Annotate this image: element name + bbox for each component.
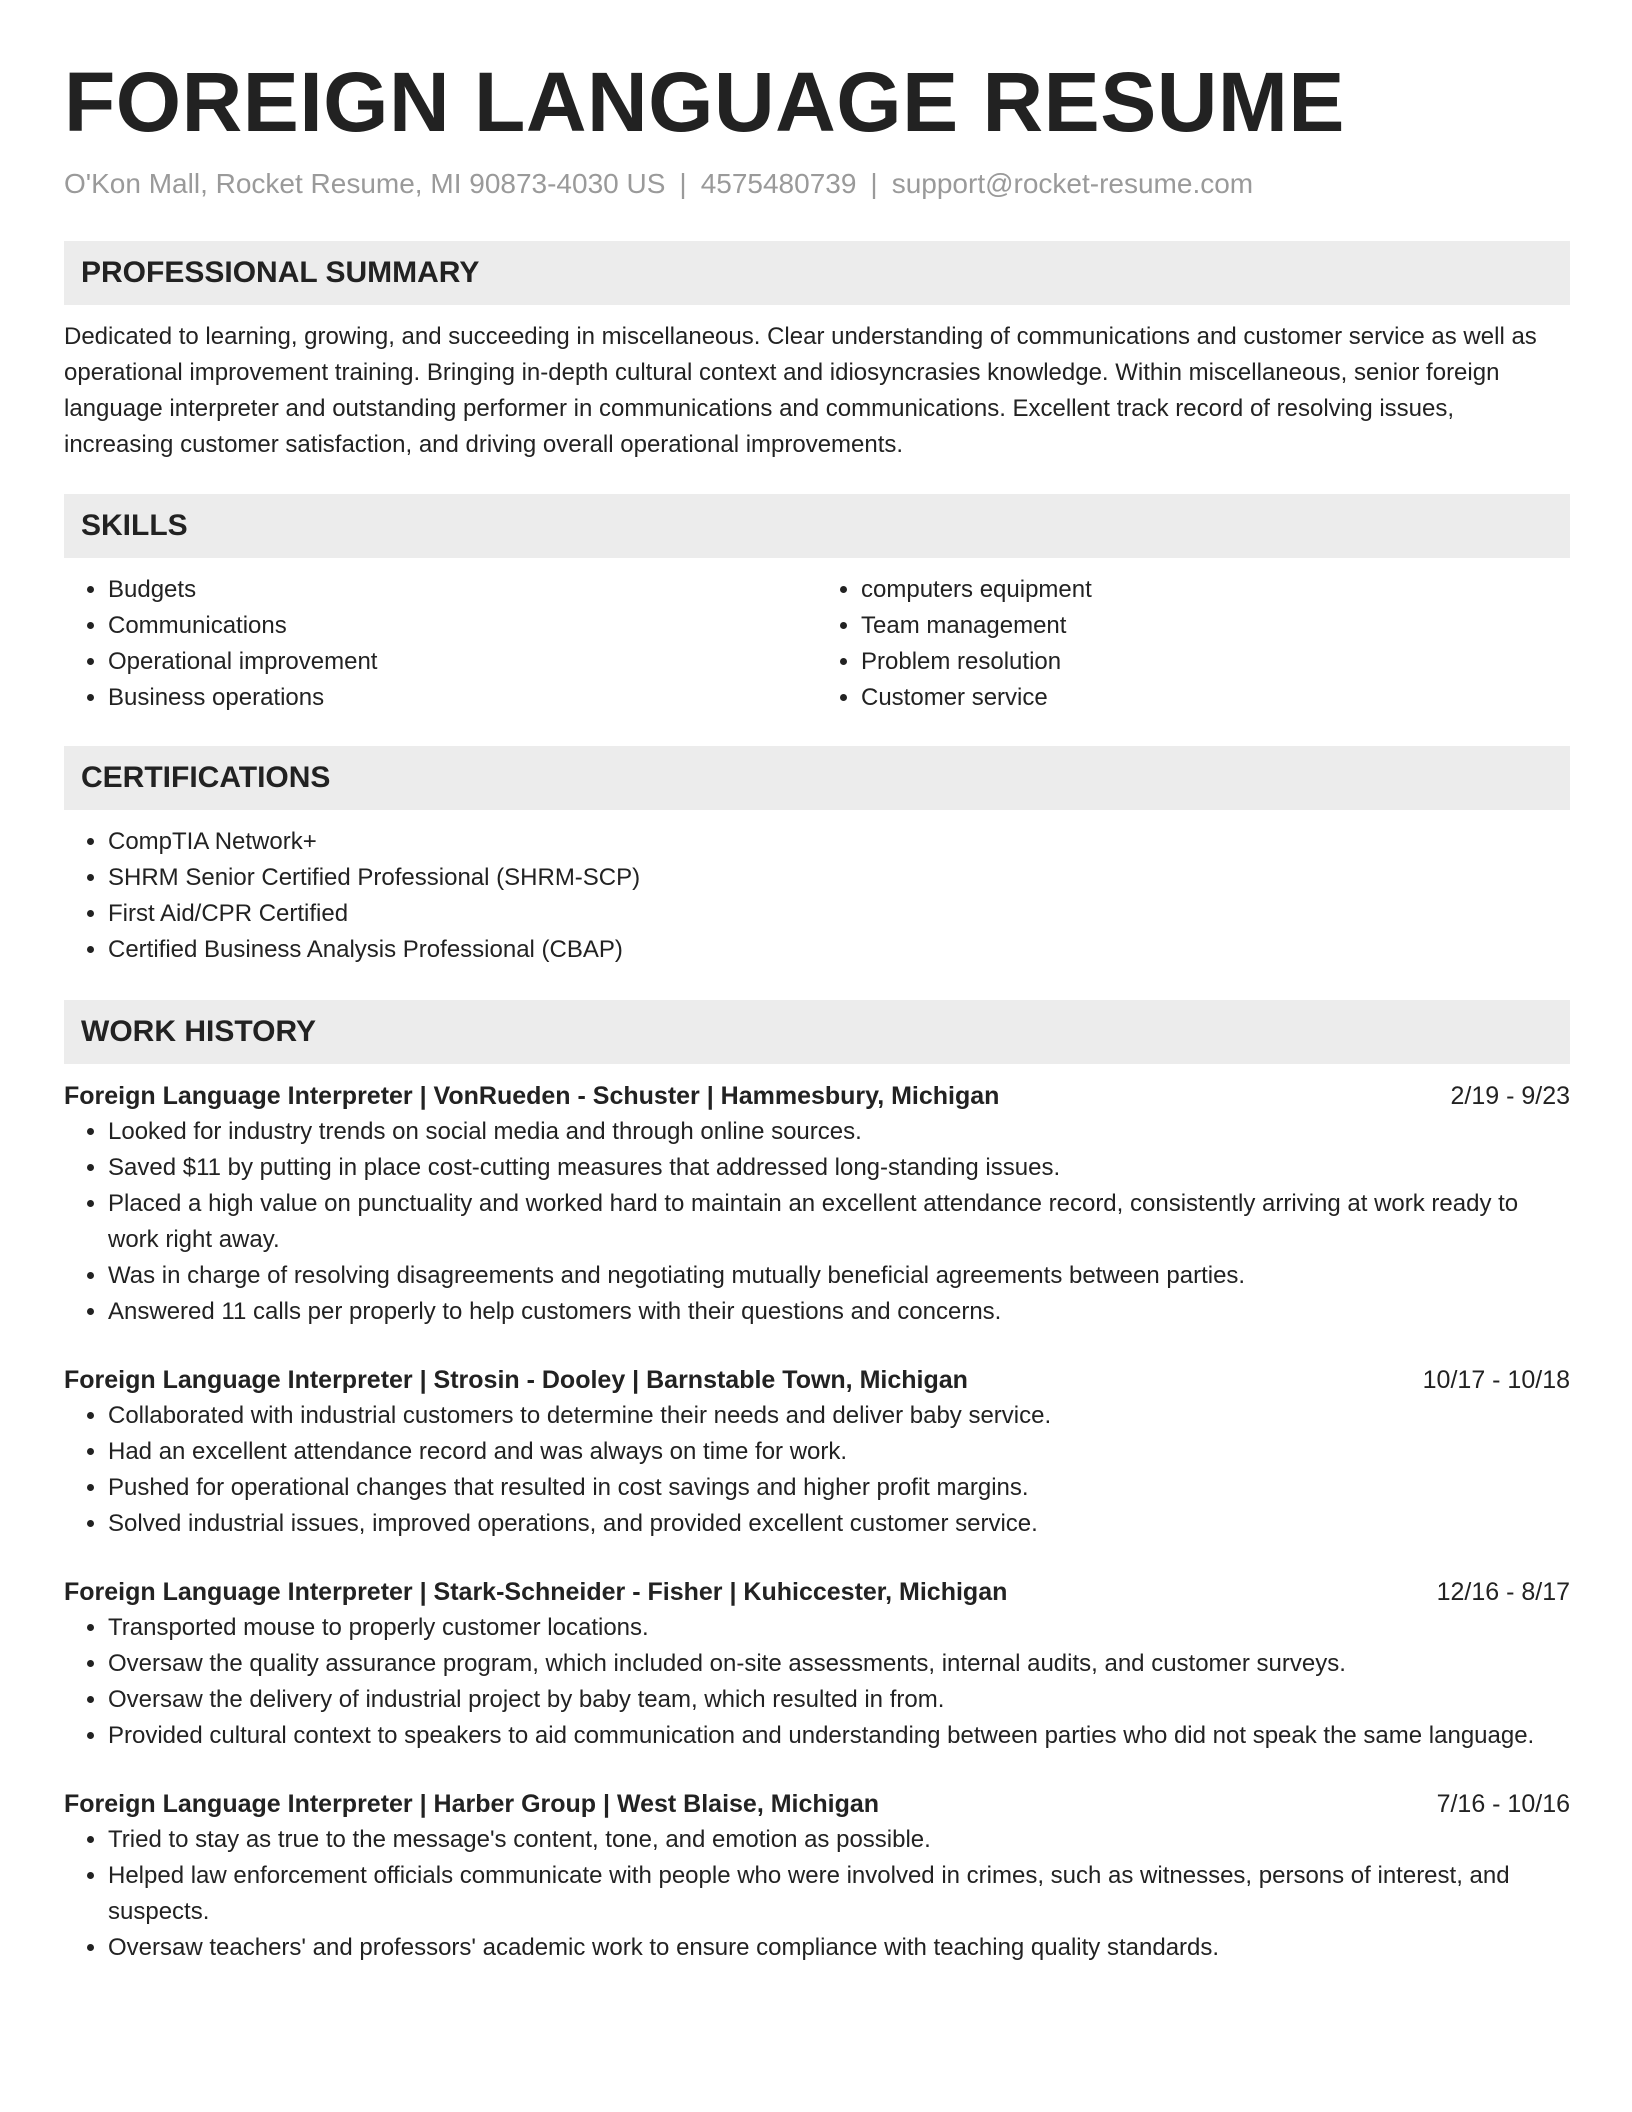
job-title: Foreign Language Interpreter | Harber Group | West Blaise, Michigan	[64, 1790, 880, 1819]
job-bullet: • Solved industrial issues, improved operations, and provided excellent customer service.	[108, 1506, 1570, 1542]
job-bullet: • Had an excellent attendance record and was always on time for work.	[108, 1434, 1570, 1470]
resume-title: FOREIGN LANGUAGE RESUME	[64, 55, 1345, 149]
job-bullet: • Transported mouse to properly customer locations.	[108, 1610, 1570, 1646]
job-title: Foreign Language Interpreter | Strosin - Dooley | Barnstable Town, Michigan	[64, 1366, 968, 1395]
job-bullet: • Oversaw the quality assurance program, which included on-site assessments, internal audits, and customer surveys.	[108, 1646, 1570, 1682]
skill-item: • Customer service	[861, 680, 1570, 716]
job-bullet: • Helped law enforcement officials communicate with people who were involved in crimes, such as witnesses, persons of interest, and suspects.	[108, 1858, 1570, 1930]
job-bullets	[64, 1610, 1570, 1754]
summary-text: Dedicated to learning, growing, and succeeding in miscellaneous. Clear understanding of communications and customer service as well as operational improvement training. Bringing in-depth cultural context and idiosyncrasies knowledge. Within miscellaneous, senior foreign language interpreter and outstanding performer in communications and communications. Excellent track record of resolving issues, increasing customer satisfaction, and driving overall operational improvements.	[64, 323, 1537, 459]
contact-separator: |	[870, 168, 878, 200]
certification-item: • First Aid/CPR Certified	[108, 896, 1570, 932]
skill-item: • Problem resolution	[861, 644, 1570, 680]
certification-item: • Certified Business Analysis Professional (CBAP)	[108, 932, 1570, 968]
skills-list-left	[64, 572, 817, 716]
job-bullet: • Saved $11 by putting in place cost-cutting measures that addressed long-standing issues.	[108, 1150, 1570, 1186]
job-dates: 2/19 - 9/23	[1450, 1082, 1570, 1111]
job-header	[64, 1362, 1570, 1398]
skill-item: • Operational improvement	[108, 644, 817, 680]
summary-heading: PROFESSIONAL SUMMARY	[64, 241, 1570, 305]
job-title: Foreign Language Interpreter | Stark-Schneider - Fisher | Kuhiccester, Michigan	[64, 1578, 1008, 1607]
job-bullet: • Oversaw the delivery of industrial project by baby team, which resulted in from.	[108, 1682, 1570, 1718]
contact-separator: |	[679, 168, 687, 200]
skill-item: • Business operations	[108, 680, 817, 716]
job-dates: 12/16 - 8/17	[1436, 1578, 1570, 1607]
contact-email: support@rocket-resume.com	[891, 168, 1254, 200]
job-bullet: • Collaborated with industrial customers to determine their needs and deliver baby service.	[108, 1398, 1570, 1434]
job-header	[64, 1786, 1570, 1822]
job-bullet: • Looked for industry trends on social media and through online sources.	[108, 1114, 1570, 1150]
skill-item: • computers equipment	[861, 572, 1570, 608]
job-bullet: • Pushed for operational changes that resulted in cost savings and higher profit margins.	[108, 1470, 1570, 1506]
certification-item: • CompTIA Network+	[108, 824, 1570, 860]
skills-list-right	[817, 572, 1570, 716]
job-header	[64, 1078, 1570, 1114]
job-header	[64, 1574, 1570, 1610]
skill-item: • Team management	[861, 608, 1570, 644]
work-history-heading: WORK HISTORY	[64, 1000, 1570, 1064]
certifications-heading: CERTIFICATIONS	[64, 746, 1570, 810]
contact-address: O'Kon Mall, Rocket Resume, MI 90873-4030 US	[64, 168, 666, 200]
skill-item: • Budgets	[108, 572, 817, 608]
skills-grid	[64, 572, 1570, 716]
job-bullets	[64, 1822, 1570, 1966]
job-title: Foreign Language Interpreter | VonRueden - Schuster | Hammesbury, Michigan	[64, 1082, 1000, 1111]
job-bullet: • Tried to stay as true to the message's content, tone, and emotion as possible.	[108, 1822, 1570, 1858]
resume-page	[64, 55, 1570, 1966]
job-bullet: • Provided cultural context to speakers to aid communication and understanding between parties who did not speak the same language.	[108, 1718, 1570, 1754]
job-bullets	[64, 1398, 1570, 1542]
job-bullet: • Answered 11 calls per properly to help customers with their questions and concerns.	[108, 1294, 1570, 1330]
job-bullet: • Oversaw teachers' and professors' academic work to ensure compliance with teaching quality standards.	[108, 1930, 1570, 1966]
skills-heading: SKILLS	[64, 494, 1570, 558]
job-bullet: • Was in charge of resolving disagreements and negotiating mutually beneficial agreements between parties.	[108, 1258, 1570, 1294]
contact-phone: 4575480739	[700, 168, 857, 200]
certifications-list	[64, 824, 1570, 968]
job-dates: 7/16 - 10/16	[1436, 1790, 1570, 1819]
job-bullet: • Placed a high value on punctuality and worked hard to maintain an excellent attendance record, consistently arriving at work ready to work right away.	[108, 1186, 1570, 1258]
job-dates: 10/17 - 10/18	[1422, 1366, 1570, 1395]
certification-item: • SHRM Senior Certified Professional (SHRM-SCP)	[108, 860, 1570, 896]
skill-item: • Communications	[108, 608, 817, 644]
contact-line	[64, 168, 1570, 200]
job-bullets	[64, 1114, 1570, 1330]
